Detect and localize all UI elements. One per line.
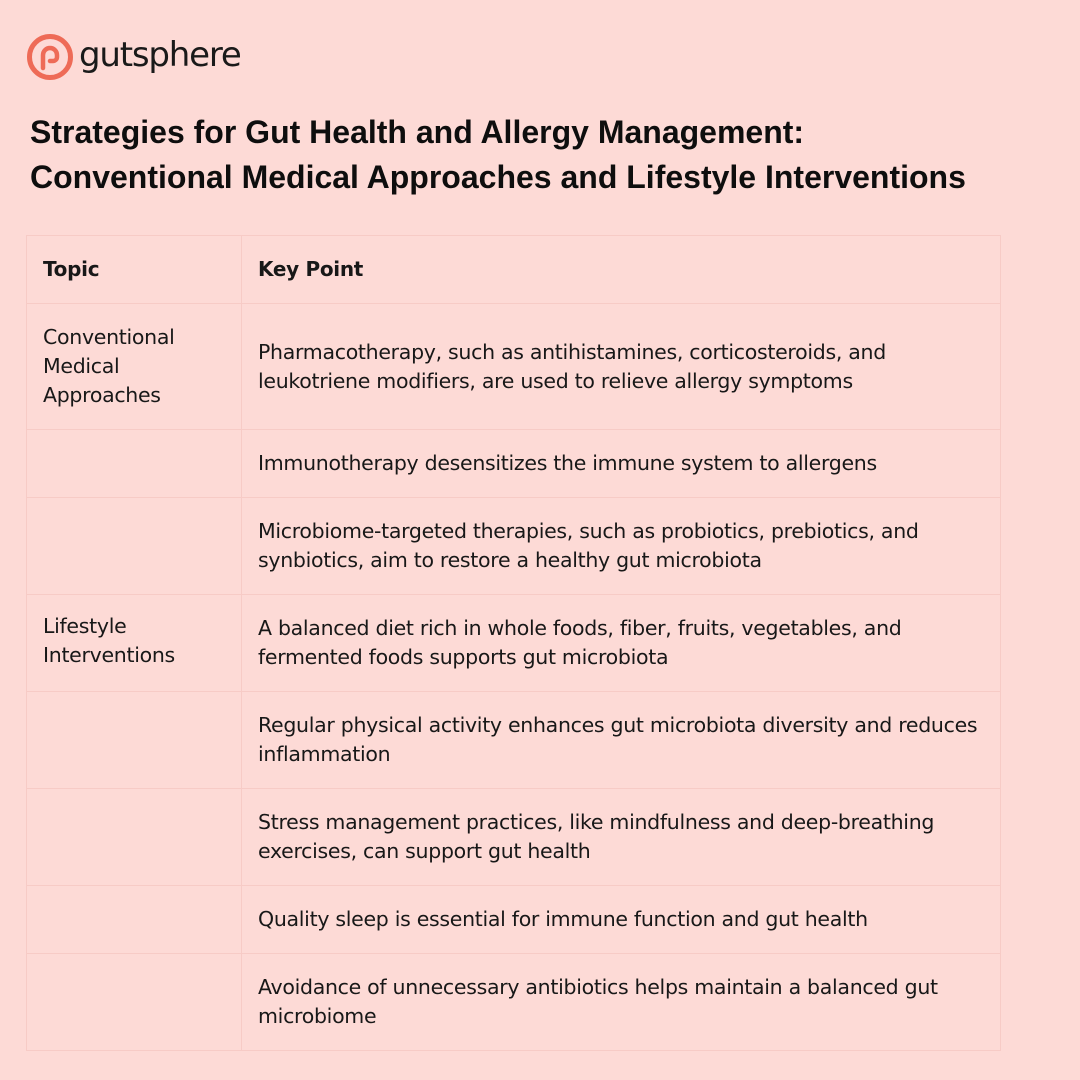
page-title-line-2: Conventional Medical Approaches and Lifestyle Interventions	[30, 159, 966, 195]
topic-cell	[27, 789, 242, 886]
key-point-cell: Regular physical activity enhances gut microbiota diversity and reduces inflammation	[242, 692, 1001, 789]
column-header-topic: Topic	[27, 236, 242, 304]
key-point-cell: Immunotherapy desensitizes the immune system to allergens	[242, 430, 1001, 498]
page-title	[30, 110, 1070, 200]
key-point-cell: A balanced diet rich in whole foods, fiber, fruits, vegetables, and fermented foods supports gut microbiota	[242, 595, 1001, 692]
table-row	[27, 692, 1001, 789]
topic-cell: Lifestyle Interventions	[27, 595, 242, 692]
table-row	[27, 304, 1001, 430]
gutsphere-logo-icon	[26, 33, 74, 81]
topic-cell	[27, 886, 242, 954]
table-header-row	[27, 236, 1001, 304]
table-row	[27, 595, 1001, 692]
key-point-cell: Microbiome-targeted therapies, such as probiotics, prebiotics, and synbiotics, aim to restore a healthy gut microbiota	[242, 498, 1001, 595]
topic-cell	[27, 954, 242, 1051]
brand-name: gutsphere	[79, 35, 241, 75]
key-point-cell: Pharmacotherapy, such as antihistamines, corticosteroids, and leukotriene modifiers, are used to relieve allergy symptoms	[242, 304, 1001, 430]
table-row	[27, 430, 1001, 498]
table-row	[27, 498, 1001, 595]
topic-cell	[27, 692, 242, 789]
strategies-table	[26, 235, 1001, 1051]
table-row	[27, 954, 1001, 1051]
page-title-line-1: Strategies for Gut Health and Allergy Management:	[30, 114, 805, 150]
key-point-cell: Avoidance of unnecessary antibiotics helps maintain a balanced gut microbiome	[242, 954, 1001, 1051]
topic-cell: Conventional Medical Approaches	[27, 304, 242, 430]
column-header-key-point: Key Point	[242, 236, 1001, 304]
key-point-cell: Quality sleep is essential for immune function and gut health	[242, 886, 1001, 954]
topic-cell	[27, 430, 242, 498]
table-row	[27, 789, 1001, 886]
key-point-cell: Stress management practices, like mindfulness and deep-breathing exercises, can support gut health	[242, 789, 1001, 886]
table-row	[27, 886, 1001, 954]
topic-cell	[27, 498, 242, 595]
brand-logo	[26, 33, 241, 81]
